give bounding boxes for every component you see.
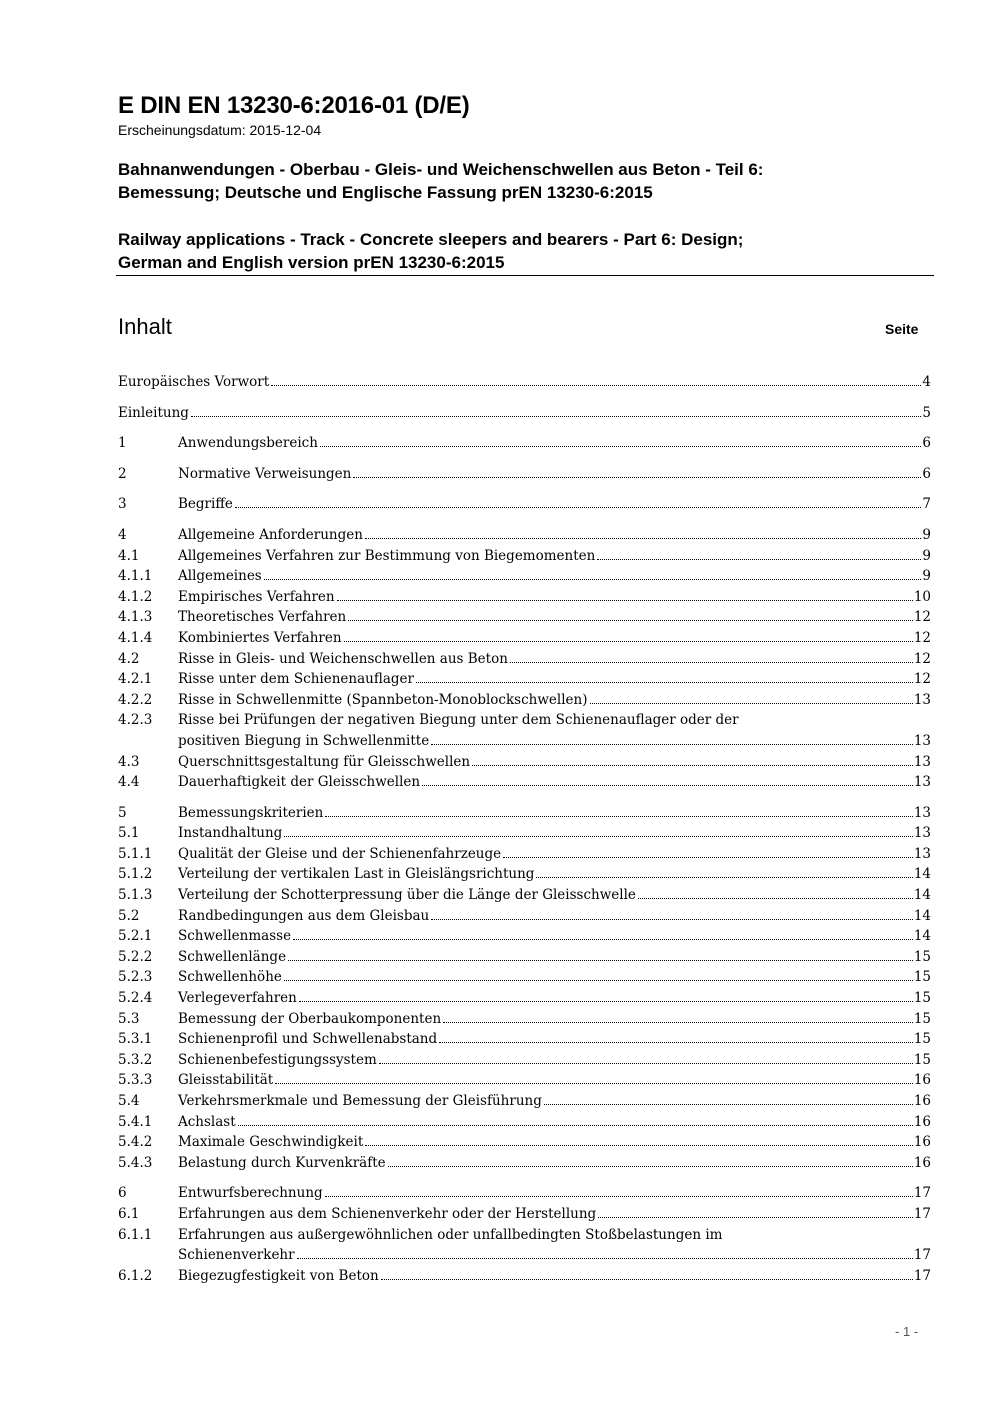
title-german: [118, 158, 918, 204]
toc-entry-title: Risse in Gleis- und Weichenschwellen aus Beton: [178, 650, 508, 667]
toc-entry-page: 5: [922, 404, 931, 421]
toc-entry-number: 5.3.2: [118, 1051, 153, 1068]
toc-entry-title: Normative Verweisungen: [178, 465, 352, 482]
toc-entry-page: 14: [913, 887, 931, 904]
toc-entry-title: Belastung durch Kurvenkräfte: [178, 1154, 386, 1171]
toc-entry[interactable]: [118, 1029, 931, 1050]
toc-dot-leader: [337, 600, 913, 601]
publication-date: Erscheinungsdatum: 2015-12-04: [118, 122, 322, 138]
toc-entry[interactable]: [118, 710, 931, 751]
toc-entry-number: 4.1.1: [118, 568, 153, 585]
toc-dot-leader: [416, 682, 913, 683]
toc-dot-leader: [590, 703, 913, 704]
toc-entry[interactable]: [118, 947, 931, 968]
toc-entry[interactable]: [118, 433, 931, 454]
toc-entry-page: 16: [913, 1134, 931, 1151]
toc-entry[interactable]: [118, 1204, 931, 1225]
toc-entry[interactable]: [118, 587, 931, 608]
toc-entry-title: Gleisstabilität: [178, 1072, 274, 1089]
toc-entry-page: 7: [922, 496, 931, 513]
toc-entry[interactable]: [118, 566, 931, 587]
toc-entry-page: 14: [913, 907, 931, 924]
toc-dot-leader: [271, 385, 921, 386]
toc-entry-page: 14: [913, 866, 931, 883]
toc-entry-title: Theoretisches Verfahren: [178, 609, 347, 626]
toc-dot-leader: [388, 1166, 913, 1167]
toc-dot-leader: [431, 919, 913, 920]
title-english: [118, 228, 918, 274]
toc-entry[interactable]: [118, 1091, 931, 1112]
toc-dot-leader: [348, 620, 913, 621]
toc-dot-leader: [536, 877, 912, 878]
toc-dot-leader: [510, 662, 913, 663]
toc-entry-page: 17: [913, 1205, 931, 1222]
toc-entry[interactable]: [118, 494, 931, 515]
toc-dot-leader: [238, 1125, 913, 1126]
toc-entry-title: Allgemeines Verfahren zur Bestimmung von Biegemomenten: [178, 547, 596, 564]
toc-dot-leader: [439, 1042, 913, 1043]
toc-entry-number: 5: [118, 804, 127, 821]
toc-entry-number: 5.1.1: [118, 845, 153, 862]
toc-entry-title: Schwellenhöhe: [178, 969, 282, 986]
toc-entry-title: Empirisches Verfahren: [178, 588, 335, 605]
toc-dot-leader: [544, 1104, 913, 1105]
toc-entry-number: 5.3.1: [118, 1031, 153, 1048]
toc-entry-page: 15: [913, 948, 931, 965]
toc-dot-leader: [353, 477, 921, 478]
toc-entry[interactable]: [118, 1070, 931, 1091]
toc-entry-number: 6.1.1: [118, 1226, 153, 1243]
toc-entry-title: Erfahrungen aus dem Schienenverkehr oder der Herstellung: [178, 1205, 597, 1222]
title-english-line-1: Railway applications - Track - Concrete sleepers and bearers - Part 6: Design;: [118, 230, 744, 249]
toc-entry[interactable]: [118, 906, 931, 927]
toc-dot-leader: [299, 1001, 913, 1002]
toc-entry[interactable]: [118, 372, 931, 393]
toc-dot-leader: [264, 579, 922, 580]
title-english-line-2: German and English version prEN 13230-6:2015: [118, 253, 505, 272]
toc-entry[interactable]: [118, 1183, 931, 1204]
toc-entry-number: 5.2.1: [118, 928, 153, 945]
toc-entry-title: Anwendungsbereich: [178, 435, 318, 452]
toc-entry-title: Risse unter dem Schienenauflager: [178, 671, 414, 688]
toc-entry-title: Bemessung der Oberbaukomponenten: [178, 1010, 442, 1027]
toc-entry-title: Europäisches Vorwort: [118, 374, 270, 390]
toc-entry[interactable]: [118, 1153, 931, 1174]
toc-entry-page: 13: [913, 825, 931, 842]
toc-entry[interactable]: [118, 690, 931, 711]
title-german-line-2: Bemessung; Deutsche und Englische Fassung prEN 13230-6:2015: [118, 183, 653, 202]
toc-dot-leader: [379, 1063, 913, 1064]
toc-entry-title: Achslast: [178, 1113, 236, 1130]
toc-dot-leader: [597, 559, 921, 560]
toc-entry-page: 17: [913, 1267, 931, 1284]
toc-entry-title: Qualität der Gleise und der Schienenfahrzeuge: [178, 845, 502, 862]
toc-entry[interactable]: [118, 967, 931, 988]
toc-dot-leader: [503, 857, 913, 858]
toc-entry-number: 6: [118, 1185, 127, 1202]
page-number: - 1 -: [895, 1324, 919, 1339]
toc-dot-leader: [284, 980, 913, 981]
toc-entry-title: Verlegeverfahren: [178, 990, 297, 1007]
toc-entry-page: 10: [913, 588, 931, 605]
toc-entry-title: Schwellenmasse: [178, 928, 292, 945]
toc-entry[interactable]: [118, 1009, 931, 1030]
toc-entry-number: 5.2.2: [118, 948, 153, 965]
toc-entry-title: positiven Biegung in Schwellenmitte: [178, 732, 430, 749]
toc-dot-leader: [381, 1279, 913, 1280]
toc-entry-title: Maximale Geschwindigkeit: [178, 1134, 364, 1151]
toc-entry-page: 13: [913, 732, 931, 749]
toc-entry-number: 5.4.1: [118, 1113, 153, 1130]
toc-entry-number: 4.2.1: [118, 671, 153, 688]
toc-entry-number: 5.1: [118, 825, 140, 842]
toc-entry[interactable]: [118, 864, 931, 885]
toc-entry-page: 16: [913, 1113, 931, 1130]
toc-entry[interactable]: [118, 844, 931, 865]
toc-entry-number: 6.1.2: [118, 1267, 153, 1284]
toc-entry[interactable]: [118, 823, 931, 844]
toc-entry-title-line-1: Erfahrungen aus außergewöhnlichen oder unfallbedingten Stoßbelastungen im: [178, 1226, 723, 1243]
toc-page-column-label: Seite: [885, 321, 919, 337]
toc-entry-number: 4.1.2: [118, 588, 153, 605]
document-id: E DIN EN 13230-6:2016-01 (D/E): [118, 92, 470, 119]
toc-entry-page: 17: [913, 1185, 931, 1202]
toc-dot-leader: [365, 538, 921, 539]
toc-entry[interactable]: [118, 649, 931, 670]
toc-dot-leader: [320, 446, 921, 447]
toc-entry-number: 2: [118, 465, 127, 482]
toc-entry[interactable]: [118, 1132, 931, 1153]
toc-entry-page: 13: [913, 691, 931, 708]
toc-entry-number: 1: [118, 435, 127, 452]
toc-entry[interactable]: [118, 988, 931, 1009]
toc-entry-number: 4.1.4: [118, 629, 153, 646]
toc-entry-page: 15: [913, 990, 931, 1007]
toc-entry-title: Kombiniertes Verfahren: [178, 629, 342, 646]
title-divider: [116, 275, 934, 276]
toc-dot-leader: [235, 507, 922, 508]
toc-entry-title: Einleitung: [118, 404, 189, 421]
toc-dot-leader: [293, 939, 913, 940]
toc-dot-leader: [325, 1196, 913, 1197]
toc-entry-page: 9: [922, 547, 931, 564]
toc-dot-leader: [472, 765, 913, 766]
toc-entry-page: 13: [913, 753, 931, 770]
toc-dot-leader: [325, 816, 912, 817]
toc-entry-page: 13: [913, 804, 931, 821]
toc-entry-page: 6: [922, 465, 931, 482]
toc-entry-number: 5.1.3: [118, 887, 153, 904]
toc-entry[interactable]: [118, 926, 931, 947]
toc-entry-number: 5.2.4: [118, 990, 153, 1007]
toc-entry-number: 5.2: [118, 907, 140, 924]
toc-entry-number: 4.1.3: [118, 609, 153, 626]
toc-dot-leader: [443, 1022, 913, 1023]
toc-entry-page: 15: [913, 1051, 931, 1068]
toc-entry-title: Querschnittsgestaltung für Gleisschwellen: [178, 753, 471, 770]
toc-entry-title: Verteilung der vertikalen Last in Gleislängsrichtung: [178, 866, 535, 883]
toc-entry-number: 4.2.3: [118, 712, 153, 729]
toc-entry[interactable]: [118, 403, 931, 424]
toc-entry-title: Schienenprofil und Schwellenabstand: [178, 1031, 438, 1048]
toc-entry-number: 6.1: [118, 1205, 140, 1222]
toc-entry-page: 15: [913, 969, 931, 986]
toc-entry-page: 9: [922, 526, 931, 543]
toc-entry-number: 4.1: [118, 547, 140, 564]
toc-entry-title: Begriffe: [178, 496, 233, 513]
toc-entry-number: 4.4: [118, 774, 140, 791]
toc-entry[interactable]: [118, 752, 931, 773]
toc-entry-number: 5.4.3: [118, 1154, 153, 1171]
toc-entry-number: 4.2: [118, 650, 140, 667]
toc-entry-title: Allgemeines: [178, 568, 262, 585]
toc-entry-page: 15: [913, 1031, 931, 1048]
toc-entry-number: 5.3.3: [118, 1072, 153, 1089]
toc-entry[interactable]: [118, 546, 931, 567]
toc-dot-leader: [344, 641, 913, 642]
toc-dot-leader: [422, 785, 913, 786]
toc-entry[interactable]: [118, 607, 931, 628]
toc-dot-leader: [431, 744, 913, 745]
toc-entry-title: Schienenverkehr: [178, 1247, 295, 1264]
toc-entry-title: Allgemeine Anforderungen: [178, 526, 363, 543]
toc-entry-number: 5.1.2: [118, 866, 153, 883]
toc-entry-title: Bemessungskriterien: [178, 804, 324, 821]
toc-entry-title: Schienenbefestigungssystem: [178, 1051, 377, 1068]
toc-entry-page: 12: [913, 609, 931, 626]
toc-entry-title: Entwurfsberechnung: [178, 1185, 323, 1202]
toc-entry[interactable]: [118, 669, 931, 690]
toc-entry[interactable]: [118, 628, 931, 649]
toc-entry-title: Verteilung der Schotterpressung über die Länge der Gleisschwelle: [178, 887, 636, 904]
toc-entry-page: 13: [913, 845, 931, 862]
title-german-line-1: Bahnanwendungen - Oberbau - Gleis- und Weichenschwellen aus Beton - Teil 6:: [118, 160, 764, 179]
toc-entry-number: 5.4: [118, 1093, 140, 1109]
toc-entry-number: 3: [118, 496, 127, 513]
toc-entry-page: 15: [913, 1010, 931, 1027]
toc-entry-number: 5.3: [118, 1010, 140, 1027]
toc-dot-leader: [638, 898, 913, 899]
toc-entry-page: 12: [913, 650, 931, 667]
toc-entry-page: 16: [913, 1154, 931, 1171]
toc-entry-title: Biegezugfestigkeit von Beton: [178, 1267, 379, 1284]
toc-dot-leader: [288, 960, 913, 961]
toc-entry-page: 16: [913, 1072, 931, 1089]
toc-entry-title: Dauerhaftigkeit der Gleisschwellen: [178, 774, 421, 791]
toc-heading: Inhalt: [118, 314, 172, 339]
toc-entry-page: 14: [913, 928, 931, 945]
toc-entry-title: Instandhaltung: [178, 825, 283, 842]
toc-entry[interactable]: [118, 525, 931, 546]
toc-dot-leader: [598, 1217, 913, 1218]
toc-entry-number: 4.3: [118, 753, 140, 770]
toc-dot-leader: [275, 1083, 913, 1084]
toc-entry[interactable]: [118, 1266, 931, 1287]
table-of-contents: [118, 372, 931, 1286]
toc-entry-title-line-1: Risse bei Prüfungen der negativen Biegung unter dem Schienenauflager oder der: [178, 712, 739, 729]
toc-entry-page: 9: [922, 568, 931, 585]
toc-entry[interactable]: [118, 1050, 931, 1071]
toc-dot-leader: [284, 836, 913, 837]
toc-entry-number: 5.4.2: [118, 1134, 153, 1151]
toc-entry-page: 16: [913, 1093, 931, 1109]
toc-entry-number: 4: [118, 526, 127, 543]
toc-entry-page: 4: [922, 374, 931, 390]
toc-entry-page: 12: [913, 629, 931, 646]
toc-dot-leader: [365, 1145, 913, 1146]
toc-entry-page: 17: [913, 1247, 931, 1264]
toc-entry-title: Schwellenlänge: [178, 948, 287, 965]
toc-entry[interactable]: [118, 772, 931, 793]
toc-entry-page: 12: [913, 671, 931, 688]
toc-entry[interactable]: [118, 1112, 931, 1133]
toc-entry[interactable]: [118, 464, 931, 485]
toc-entry[interactable]: [118, 803, 931, 824]
toc-entry-title: Verkehrsmerkmale und Bemessung der Gleisführung: [178, 1093, 542, 1109]
toc-entry[interactable]: [118, 1225, 931, 1266]
toc-entry[interactable]: [118, 885, 931, 906]
toc-entry-number: 4.2.2: [118, 691, 153, 708]
toc-entry-title: Risse in Schwellenmitte (Spannbeton-Monoblockschwellen): [178, 691, 588, 708]
toc-entry-number: 5.2.3: [118, 969, 153, 986]
toc-entry-page: 6: [922, 435, 931, 452]
toc-dot-leader: [297, 1258, 913, 1259]
toc-entry-title: Randbedingungen aus dem Gleisbau: [178, 907, 430, 924]
toc-dot-leader: [191, 416, 921, 417]
toc-entry-page: 13: [913, 774, 931, 791]
